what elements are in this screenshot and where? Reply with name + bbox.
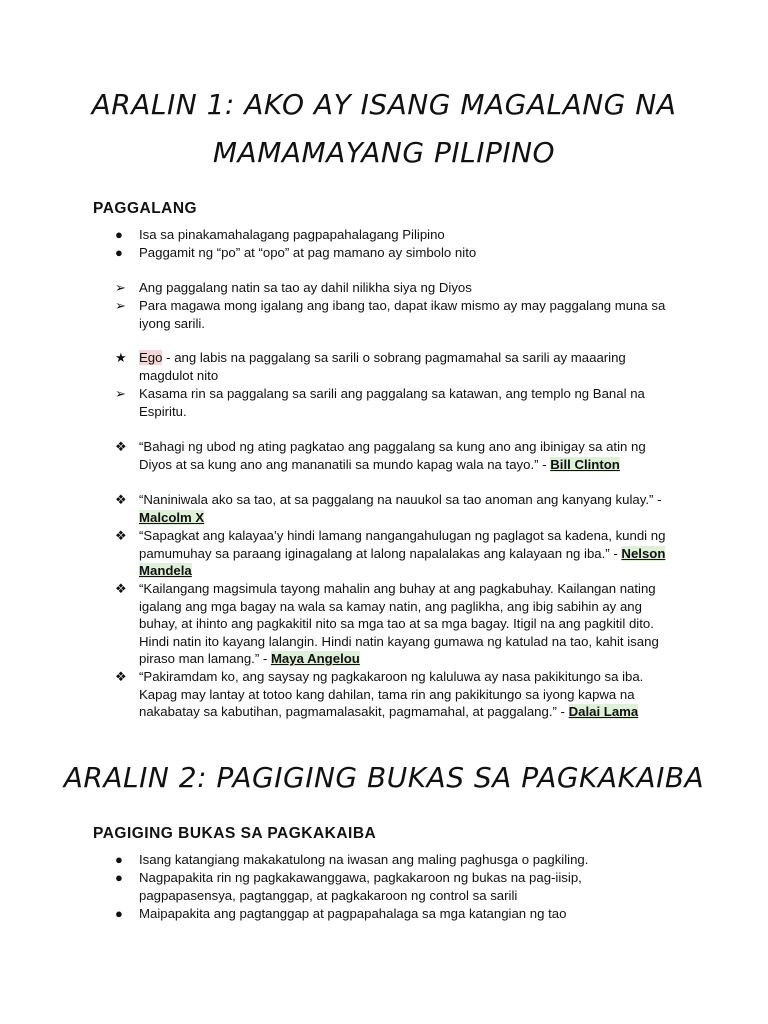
bullet-diamond-icon: ❖ [115,669,127,684]
bullet-arrow-icon: ➢ [115,280,126,295]
list-item: ➢ Ang paggalang natin sa tao ay dahil nilikha siya ng Diyos [115,280,472,295]
quote-author: Bill Clinton [550,456,620,472]
list-item: ● Nagpapakita rin ng pagkakawanggawa, pagkakaroon ng bukas na pag-iisip, pagpapasensya, pagtanggap, at pagkakaroon ng control sa sarili [115,870,582,903]
bullet-dot-icon: ● [115,245,123,260]
bullet-dot-icon: ● [115,906,123,921]
section-heading-paggalang: PAGGALANG [93,200,198,217]
list-item: ➢ Kasama rin sa paggalang sa sarili ang paggalang sa katawan, ang templo ng Banal na Espiritu. [115,386,645,419]
quote-author: Maya Angelou [270,651,360,666]
quote-author: Dalai Lama [568,704,639,719]
lesson1-title-line2: MAMAMAYANG PILIPINO [212,136,556,169]
quote-item: ❖ “Pakiramdam ko, ang saysay ng pagkakaroon ng kaluluwa ay nasa pakikitungo sa iba. Kapag may lantay at totoo kang dahilan, tama rin ang pakikitungo sa iyong kapwa na nakabatay sa kabutihan, pagmamalasakit, pagmamahal, at paggalang.” - Dalai Lama [115,669,644,719]
list-item [115,349,675,384]
bullet-dot-icon: ● [115,870,123,885]
quote-author: Malcolm X [139,509,205,525]
bullet-diamond-icon: ❖ [115,492,127,507]
bullet-arrow-icon: ➢ [115,298,126,313]
bullet-arrow-icon: ➢ [115,386,126,401]
bullet-diamond-icon: ❖ [115,528,127,543]
bullet-dot-icon: ● [115,852,123,867]
list-item: ● Maipapakita ang pagtanggap at pagpapahalaga sa mga katangian ng tao [115,906,567,921]
lesson2-title: ARALIN 2: PAGIGING BUKAS SA PAGKAKAIBA [63,761,705,794]
list-item: ● Isa sa pinakamahalagang pagpapahalagang Pilipino [115,227,445,242]
bullet-star-icon: ★ [115,350,127,365]
list-item: ● Paggamit ng “po” at “opo” at pag mamano ay simbolo nito [115,245,477,260]
bullet-dot-icon: ● [115,227,123,242]
quote-item: ❖ “Kailangang magsimula tayong mahalin ang buhay at ang pagkabuhay. Kailangan nating igalang ang mga bagay na wala sa kamay natin, ang paglikha, ang ibig sabihin ay ang buhay, at ihinto ang pagkakitil nito sa mga tao at sa mga bagay. Itigil na ang pagkitil dito. Hindi natin ito kayang lalangin. Hindi natin kayang gumawa ng katulad na tao, kahit isang piraso man lamang.” - Maya Angelou [115,581,659,666]
quote-author: Nelson Mandela [139,545,666,578]
list-item: ➢ Para magawa mong igalang ang ibang tao, dapat ikaw mismo ay may paggalang muna sa iyong sarili. [115,298,666,331]
ego-definition: - ang labis na paggalang sa sarili o sobrang pagmamahal sa sarili ay maaaring magdulot nito [139,350,626,383]
section-heading-pagiging-bukas: PAGIGING BUKAS SA PAGKAKAIBA [93,825,377,842]
list-item: ● Isang katangiang makakatulong na iwasan ang maling paghusga o pagkiling. [115,852,589,867]
quote-item: ❖ “Bahagi ng ubod ng ating pagkatao ang paggalang sa kung ano ang ibinigay sa atin ng Diyos at sa kung ano ang mananatili sa mundo kapag wala na tayo.” - Bill Clinton [115,439,646,472]
ego-term: Ego [139,350,163,365]
bullet-diamond-icon: ❖ [115,581,127,596]
quote-item: ❖ “Sapagkat ang kalayaa’y hindi lamang nangangahulugan ng paglagot sa kadena, kundi ng pamumuhay sa paraang iginagalang at lalong napalalakas ang kalayaan ng iba.” - Nelson Mandela [115,528,666,578]
lesson1-title-line1: ARALIN 1: AKO AY ISANG MAGALANG NA [91,88,677,121]
quote-item: ❖ “Naniniwala ako sa tao, at sa paggalang na nauukol sa tao anoman ang kanyang kulay.” - Malcolm X [115,492,662,525]
bullet-diamond-icon: ❖ [115,439,127,454]
